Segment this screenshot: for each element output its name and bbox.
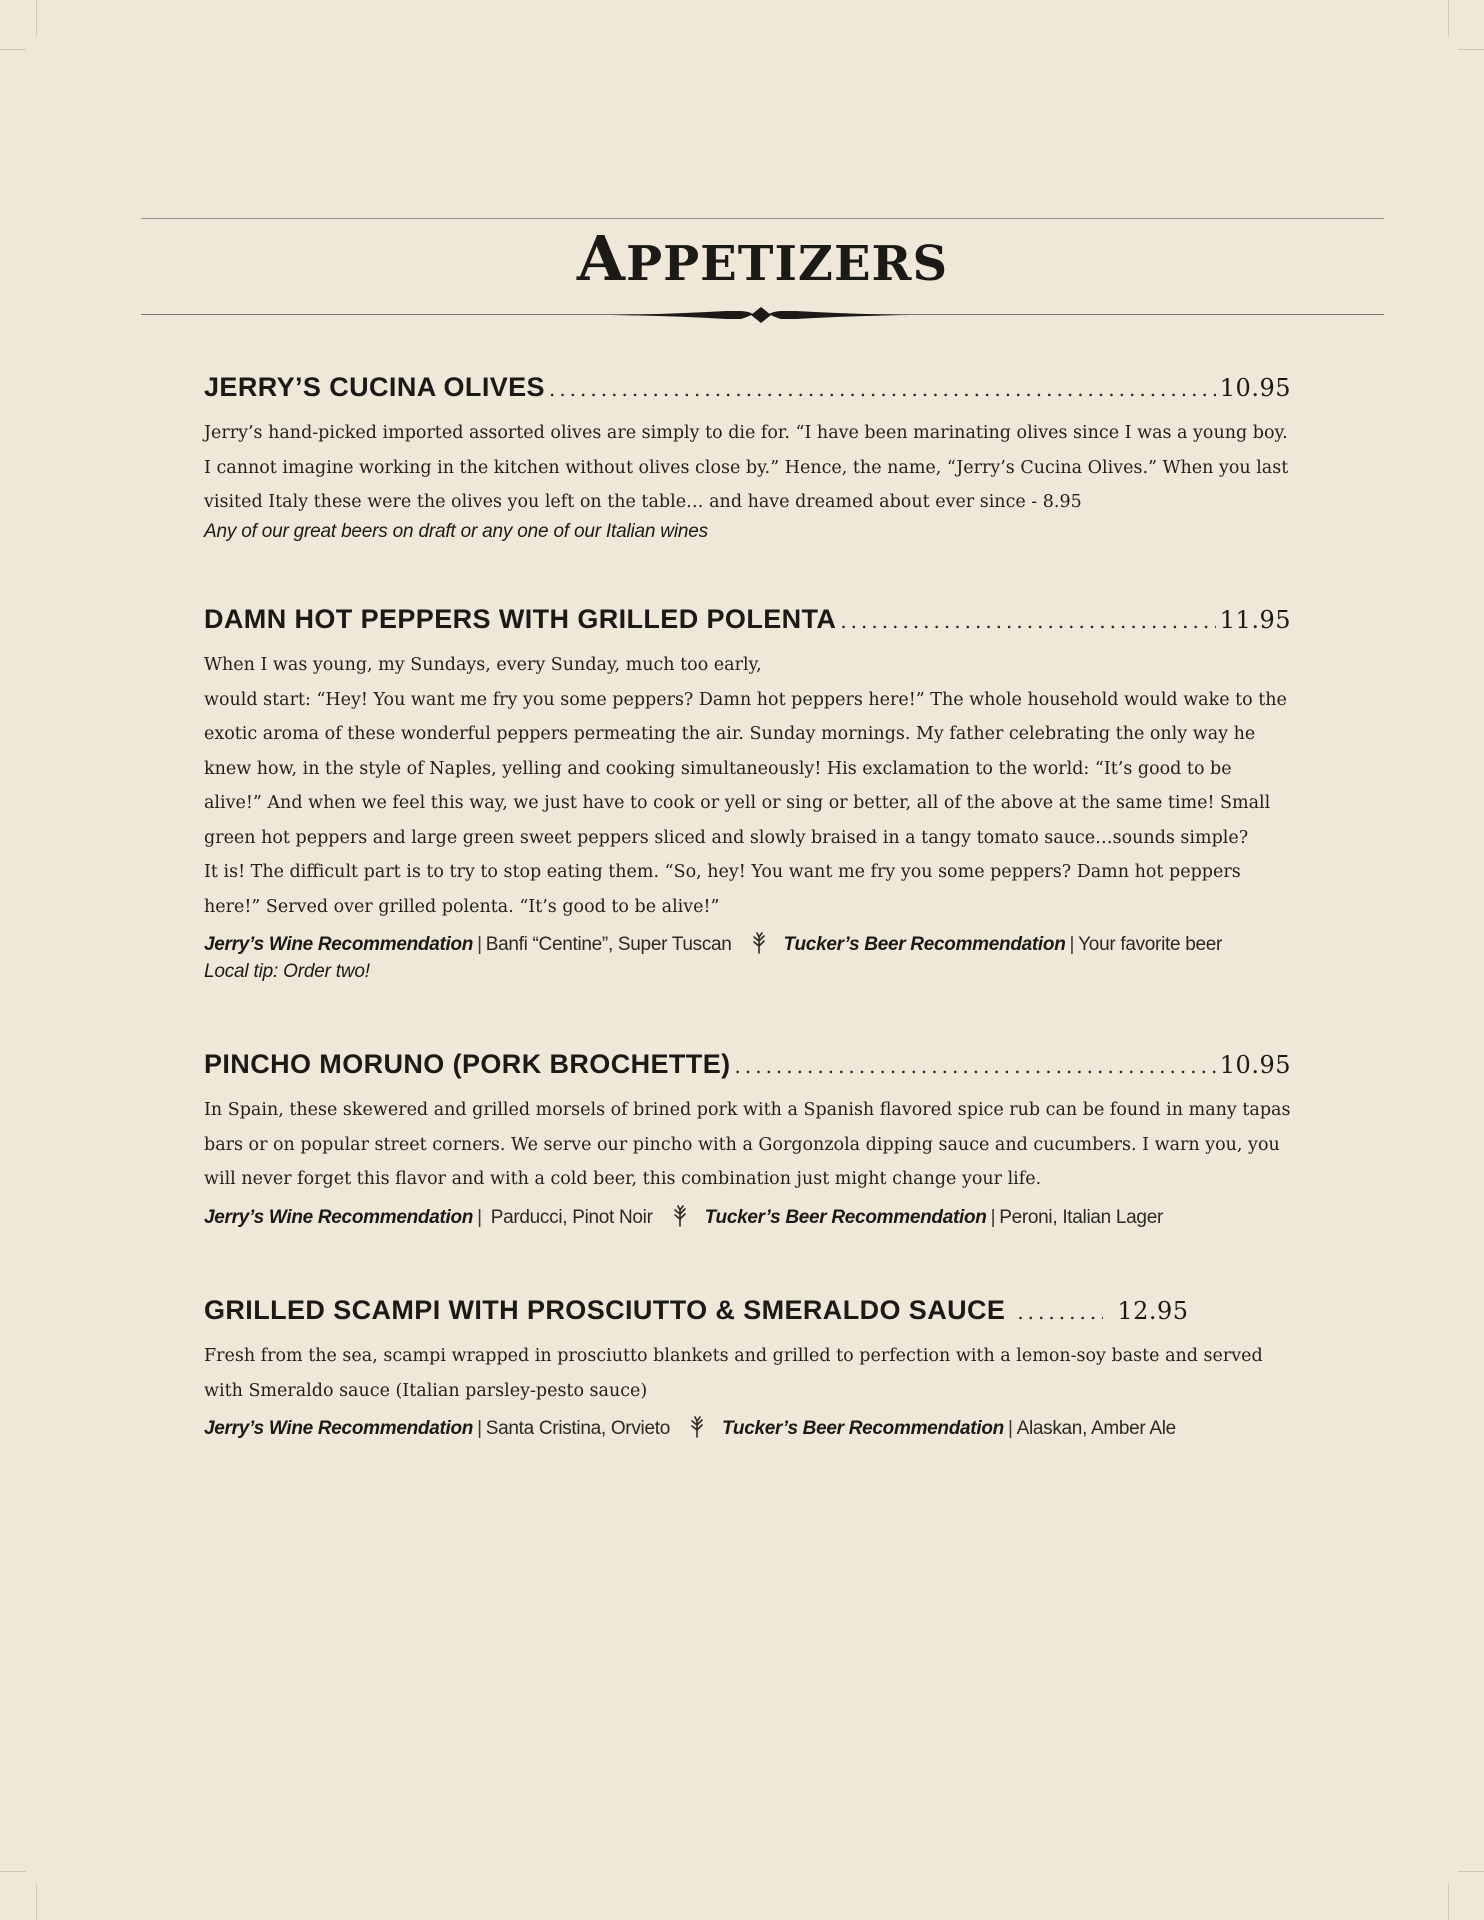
item-name: PINCHO MORUNO (PORK BROCHETTE) [204,1049,731,1079]
dot-leader [735,1054,1216,1078]
wine-recommendation-value: Banfi “Centine”, Super Tuscan [485,934,732,955]
menu-item-cucina-olives [204,372,1291,544]
description-paragraph: When I was young, my Sundays, every Sunday, much too early, [204,655,762,675]
crop-mark [1458,49,1484,50]
item-name: DAMN HOT PEPPERS WITH GRILLED POLENTA [204,604,837,634]
menu-item-grilled-scampi [204,1295,1291,1444]
recommendations: Jerry’s Wine Recommendation | Santa Cristina, Orvieto Tucker’s Beer Recommendation | Alaskan, Amber Ale [204,1418,1176,1439]
recommendations: Jerry’s Wine Recommendation | Parducci, Pinot Noir Tucker’s Beer Recommendation | Peroni, Italian Lager [204,1206,1163,1228]
item-description [204,1339,1291,1408]
item-price: 10.95 [1219,374,1291,402]
description-paragraph: It is! The difficult part is to try to stop eating them. “So, hey! You want me fry you some peppers? Damn hot peppers here!” Served over grilled polenta. “It’s good to be alive!” [204,862,1241,917]
wine-recommendation-label: Jerry’s Wine Recommendation [204,1418,474,1439]
wheat-icon [751,932,767,954]
ornament-divider-icon [611,306,911,324]
crop-mark [1448,0,1449,36]
item-price: 10.95 [1219,1051,1291,1079]
item-description [204,416,1291,520]
crop-mark [1458,1871,1484,1872]
crop-mark [36,1884,37,1920]
section-header [141,218,1384,318]
menu-item-pincho-moruno [204,1049,1291,1233]
description-paragraph: would start: “Hey! You want me fry you some peppers? Damn hot peppers here!” The whole household would wake to the exotic aroma of these wonderful peppers permeating the air. Sunday mornings. My father celebrating the only way he knew how, in the style of Naples, yelling and cooking simultaneously! His exclamation to the world: “It’s good to be alive!” And when we feel this way, we just have to cook or yell or sing or better, all of the above at the same time! Small green hot peppers and large green sweet peppers sliced and slowly braised in a tangy tomato sauce…sounds simple? [204,689,1287,848]
wine-recommendation-value: Parducci, Pinot Noir [490,1206,653,1228]
beer-recommendation-label: Tucker’s Beer Recommendation [783,934,1066,955]
dot-leader [1017,1300,1103,1324]
dot-leader [840,609,1215,633]
item-price: 12.95 [1117,1297,1189,1325]
item-description [204,1093,1291,1197]
wheat-icon [672,1205,688,1227]
header-rule-top [141,218,1384,219]
item-name: GRILLED SCAMPI WITH PROSCIUTTO & SMERALDO SAUCE [204,1295,1006,1325]
beer-recommendation-value: Your favorite beer [1078,934,1223,955]
wheat-icon [689,1416,705,1438]
wine-recommendation-value: Santa Cristina, Orvieto [485,1418,670,1439]
beer-recommendation-label: Tucker’s Beer Recommendation [704,1206,987,1228]
wine-recommendation-label: Jerry’s Wine Recommendation [204,1206,474,1228]
description-paragraph: In Spain, these skewered and grilled morsels of brined pork with a Spanish flavored spice rub can be found in many tapas bars or on popular street corners. We serve our pincho with a Gorgonzola dipping sauce and cucumbers. I warn you, you will never forget this flavor and with a cold beer, this combination just might change your life. [204,1100,1291,1189]
description-paragraph: Fresh from the sea, scampi wrapped in prosciutto blankets and grilled to perfection with a lemon-soy baste and served with Smeraldo sauce (Italian parsley-pesto sauce) [204,1346,1263,1401]
menu-item-damn-hot-peppers [204,604,1291,984]
description-paragraph: Jerry’s hand-picked imported assorted olives are simply to die for. “I have been marinating olives since I was a young boy. I cannot imagine working in the kitchen without olives close by.” Hence, the name, “Jerry’s Cucina Olives.” When you last visited Italy these were the olives you left on the table… and have dreamed about ever since - 8.95 [204,423,1289,512]
item-note: Any of our great beers on draft or any one of our Italian wines [204,520,708,542]
item-description [204,648,1291,924]
item-note: Local tip: Order two! [204,961,370,982]
recommendations: Jerry’s Wine Recommendation | Banfi “Centine”, Super Tuscan Tucker’s Beer Recommendation | Your favorite beer [204,934,1223,955]
crop-mark [1448,1884,1449,1920]
beer-recommendation-label: Tucker’s Beer Recommendation [721,1418,1004,1439]
crop-mark [0,1871,26,1872]
wine-recommendation-label: Jerry’s Wine Recommendation [204,934,474,955]
dot-leader [549,377,1216,401]
crop-mark [36,0,37,36]
crop-mark [0,49,26,50]
page-title: APPETIZERS [576,222,949,295]
beer-recommendation-value: Peroni, Italian Lager [999,1206,1163,1228]
item-price: 11.95 [1219,606,1291,634]
beer-recommendation-value: Alaskan, Amber Ale [1016,1418,1176,1439]
item-name: JERRY’S CUCINA OLIVES [204,372,545,402]
